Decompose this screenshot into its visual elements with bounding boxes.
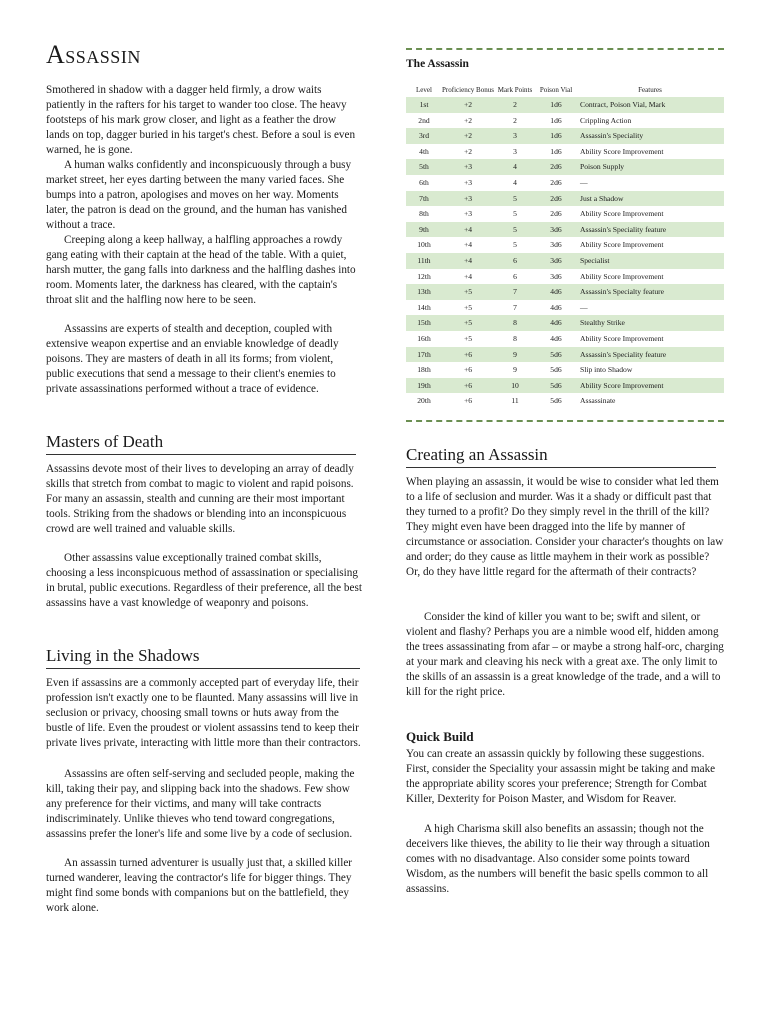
- creating-an-assassin-heading: Creating an Assassin: [406, 445, 716, 468]
- cell-level: 11th: [417, 255, 431, 265]
- cell-poison-vial: 1d6: [550, 131, 562, 141]
- masters-of-death-heading: Masters of Death: [46, 432, 356, 455]
- cell-mark-points: 3: [513, 131, 517, 141]
- cell-poison-vial: 5d6: [550, 396, 562, 406]
- cell-proficiency: +6: [463, 349, 473, 359]
- cell-mark-points: 10: [511, 380, 519, 390]
- table-row: [406, 253, 724, 269]
- cell-proficiency: +2: [463, 100, 473, 109]
- cell-level: 6th: [419, 177, 429, 187]
- cell-proficiency: +3: [463, 177, 473, 187]
- column-header-proficiency: Proficiency Bonus: [442, 86, 494, 94]
- table-row: [406, 269, 724, 285]
- cell-poison-vial: 5d6: [550, 349, 562, 359]
- table-row: [406, 300, 724, 316]
- quick-build-paragraph-2: A high Charisma skill also benefits an assassin; though not the deceivers like thieves, the ability to lie their way through a situation comes with no disadvantage. Also consider some points toward Wisdom, as the numbers will benefit the basic spells common to all assassins.: [406, 823, 710, 895]
- cell-features: Slip into Shadow: [580, 365, 633, 375]
- cell-poison-vial: 3d6: [550, 240, 562, 250]
- cell-features: —: [580, 302, 588, 312]
- cell-poison-vial: 1d6: [550, 115, 562, 125]
- cell-features: Ability Score Improvement: [580, 240, 664, 250]
- cell-mark-points: 5: [513, 240, 517, 250]
- page-title: Assassin: [46, 40, 141, 69]
- table-row: [406, 97, 724, 113]
- cell-poison-vial: 5d6: [550, 380, 562, 390]
- cell-mark-points: 5: [513, 193, 517, 203]
- cell-level: 2nd: [418, 115, 430, 125]
- table-row: [406, 144, 724, 160]
- cell-level: 12th: [417, 271, 431, 281]
- table-bottom-divider: [406, 420, 724, 422]
- cell-mark-points: 8: [513, 333, 517, 343]
- table-row: [406, 128, 724, 144]
- cell-mark-points: 6: [513, 255, 517, 265]
- cell-proficiency: +3: [463, 209, 473, 219]
- cell-poison-vial: 1d6: [550, 100, 562, 109]
- cell-mark-points: 9: [513, 349, 517, 359]
- masters-paragraph-1: Assassins devote most of their lives to developing an array of deadly skills that stretch from combat to magic to violent and rapid poisons. For many an assassin, stealth and cunning are their most important tools. Striking from the shadows or blending into an inconspicuous crowd are well trained and valuable skills.: [46, 463, 354, 535]
- intro-paragraph-3: Creeping along a keep hallway, a halfling approaches a rowdy gang eating with their captain at the head of the table. With a quiet, harsh mutter, the gang falls into darkness and the halfling dashes into room. Moments later, the darkness has cleared, with the captain's throat slit and the halfling now here to be seen.: [46, 234, 356, 306]
- masters-paragraph-2: Other assassins value exceptionally trained combat skills, choosing a less inconspicuous method of assassination or specialising in brutal, public executions. Regardless of their preference, all the best assassins have a vast knowledge of weaponry and poisons.: [46, 552, 362, 609]
- cell-features: Contract, Poison Vial, Mark: [580, 100, 666, 109]
- column-header-mark-points: Mark Points: [497, 86, 533, 94]
- table-row: [406, 159, 724, 175]
- cell-features: —: [580, 177, 588, 187]
- cell-level: 17th: [417, 349, 431, 359]
- cell-level: 7th: [419, 193, 429, 203]
- intro-paragraph-1: Smothered in shadow with a dagger held firmly, a drow waits patiently in the rafters for his target to wander too close. The heavy footsteps of his mark grow closer, and light as a feather the drow lands on top, dagger buried in his target's chest. Before a soul is even warned, he is gone.: [46, 84, 356, 156]
- living-paragraph-2: Assassins are often self-serving and secluded people, making the kill, taking their pay, and slipping back into the shadows. Few show any preference for their victims, and many will take contracts indiscriminately. Unlike thieves who tend toward congregations, assassins prefer the loner's life and some live by a code of seclusion.: [46, 768, 355, 840]
- cell-poison-vial: 2d6: [550, 193, 562, 203]
- cell-features: Assassin's Speciality: [580, 131, 644, 141]
- cell-level: 4th: [419, 146, 429, 156]
- cell-features: Just a Shadow: [580, 193, 624, 203]
- cell-proficiency: +4: [463, 271, 473, 281]
- cell-mark-points: 5: [513, 209, 517, 219]
- cell-poison-vial: 3d6: [550, 224, 562, 234]
- cell-level: 8th: [419, 209, 429, 219]
- cell-poison-vial: 2d6: [550, 209, 562, 219]
- cell-poison-vial: 2d6: [550, 177, 562, 187]
- column-header-features: Features: [638, 86, 662, 94]
- column-header-level: Level: [416, 86, 432, 94]
- cell-level: 1st: [419, 100, 429, 109]
- cell-level: 19th: [417, 380, 431, 390]
- creating-paragraph-2: Consider the kind of killer you want to be; swift and silent, or violent and flashy? Perhaps you are a nimble wood elf, hidden among the trees assassinating from afar – or maybe a strong half-orc, charging at your mark and cleaving his neck with a great axe. The only limit to the skills of an assassin is a great knowledge of the trade, and a will to kill for the right price.: [406, 611, 724, 698]
- cell-level: 16th: [417, 333, 431, 343]
- cell-poison-vial: 4d6: [550, 302, 562, 312]
- cell-features: Ability Score Improvement: [580, 271, 664, 281]
- cell-proficiency: +6: [463, 365, 473, 375]
- cell-features: Poison Supply: [580, 162, 625, 172]
- table-row: [406, 222, 724, 238]
- table-row: [406, 362, 724, 378]
- cell-features: Ability Score Improvement: [580, 209, 664, 219]
- cell-proficiency: +2: [463, 115, 473, 125]
- cell-proficiency: +4: [463, 224, 473, 234]
- cell-proficiency: +4: [463, 255, 473, 265]
- assassin-level-table: [406, 73, 724, 409]
- cell-proficiency: +6: [463, 396, 473, 406]
- table-row: [406, 347, 724, 363]
- cell-poison-vial: 4d6: [550, 287, 562, 297]
- cell-level: 15th: [417, 318, 431, 328]
- living-paragraph-1: Even if assassins are a commonly accepted part of everyday life, their profession isn't exactly one to be flaunted. Many assassins will live in seclusion or privacy, choosing small towns or huts away from the bustle of life. Even the proudest or violent assassins tend to keep their private lives private, interacting with little more than their contractors.: [46, 677, 361, 749]
- cell-level: 13th: [417, 287, 431, 297]
- cell-mark-points: 9: [513, 365, 517, 375]
- cell-features: Assassinate: [580, 396, 616, 406]
- cell-poison-vial: 4d6: [550, 333, 562, 343]
- cell-mark-points: 8: [513, 318, 517, 328]
- cell-proficiency: +4: [463, 240, 473, 250]
- cell-level: 14th: [417, 302, 431, 312]
- table-row: [406, 191, 724, 207]
- cell-features: Ability Score Improvement: [580, 333, 664, 343]
- cell-proficiency: +5: [463, 318, 473, 328]
- cell-features: Assassin's Speciality feature: [580, 224, 667, 234]
- table-row: [406, 113, 724, 129]
- cell-level: 10th: [417, 240, 431, 250]
- cell-features: Stealthy Strike: [580, 318, 625, 328]
- table-title: The Assassin: [406, 58, 469, 70]
- cell-poison-vial: 5d6: [550, 365, 562, 375]
- table-row: [406, 378, 724, 394]
- cell-poison-vial: 2d6: [550, 162, 562, 172]
- cell-mark-points: 5: [513, 224, 517, 234]
- cell-level: 9th: [419, 224, 429, 234]
- cell-mark-points: 4: [513, 177, 517, 187]
- intro-paragraph-2: A human walks confidently and inconspicuously through a busy market street, her eyes darting between the many varied faces. She bumps into a patron, apologises and moves on her way. Moments later, the patron is dead on the ground, and the human has vanished without a trace.: [46, 159, 352, 231]
- table-row: [406, 237, 724, 253]
- cell-mark-points: 2: [513, 100, 517, 109]
- table-row: [406, 315, 724, 331]
- cell-poison-vial: 3d6: [550, 255, 562, 265]
- cell-mark-points: 11: [511, 396, 519, 406]
- living-in-the-shadows-heading: Living in the Shadows: [46, 646, 360, 669]
- intro-paragraph-4: Assassins are experts of stealth and deception, coupled with extensive weapon expertise and an enviable knowledge of deadly poisons. They are masters of death in all its forms; from violent, public executions that send a message to their client's enemies to private assassinations performed without a trace of evidence.: [46, 323, 339, 395]
- cell-proficiency: +3: [463, 162, 473, 172]
- cell-features: Crippling Action: [580, 115, 632, 125]
- table-row: [406, 284, 724, 300]
- quick-build-heading: Quick Build: [406, 729, 474, 744]
- cell-proficiency: +3: [463, 193, 473, 203]
- table-row: [406, 175, 724, 191]
- cell-features: Assassin's Specialty feature: [580, 287, 665, 297]
- table-row: [406, 206, 724, 222]
- table-top-divider: [406, 48, 724, 50]
- column-header-poison-vial: Poison Vial: [539, 86, 573, 94]
- cell-level: 18th: [417, 365, 431, 375]
- creating-paragraph-1: When playing an assassin, it would be wise to consider what led them to a life of seclusion and murder. Was it a shady or difficult past that they turned to a profit? Do they simply revel in the thrill of the kill? They might even have been dragged into the life by manner of circumstance or association. Consider your character's thoughts on law and order; do they cause as little mayhem in their work as possible? Or, do they have little regard for the aftermath of their contracts?: [406, 476, 724, 578]
- cell-mark-points: 4: [513, 162, 517, 172]
- cell-level: 5th: [419, 162, 429, 172]
- quick-build-paragraph-1: You can create an assassin quickly by following these suggestions. First, consider the Speciality your assassin might be taking and make the appropriate ability scores your preference; Strength for Combat Killer, Dexterity for Poison Master, and Wisdom for Reaver.: [406, 748, 716, 805]
- cell-poison-vial: 1d6: [550, 146, 562, 156]
- cell-proficiency: +6: [463, 380, 473, 390]
- cell-proficiency: +2: [463, 131, 473, 141]
- cell-proficiency: +5: [463, 287, 473, 297]
- cell-mark-points: 7: [513, 287, 517, 297]
- table-row: [406, 331, 724, 347]
- cell-poison-vial: 4d6: [550, 318, 562, 328]
- cell-features: Ability Score Improvement: [580, 380, 664, 390]
- cell-mark-points: 7: [513, 302, 517, 312]
- cell-proficiency: +2: [463, 146, 473, 156]
- cell-mark-points: 6: [513, 271, 517, 281]
- cell-features: Specialist: [580, 255, 610, 265]
- cell-mark-points: 3: [513, 146, 517, 156]
- cell-mark-points: 2: [513, 115, 517, 125]
- cell-proficiency: +5: [463, 333, 473, 343]
- cell-level: 3rd: [418, 131, 430, 141]
- living-paragraph-3: An assassin turned adventurer is usually just that, a skilled killer turned wanderer, leaving the contractor's life for bigger things. They might find some bonds with companions but on the battlefield, they work alone.: [46, 857, 353, 914]
- cell-features: Ability Score Improvement: [580, 146, 664, 156]
- cell-proficiency: +5: [463, 302, 473, 312]
- table-row: [406, 393, 724, 409]
- cell-level: 20th: [417, 396, 431, 406]
- cell-features: Assassin's Speciality feature: [580, 349, 667, 359]
- cell-poison-vial: 3d6: [550, 271, 562, 281]
